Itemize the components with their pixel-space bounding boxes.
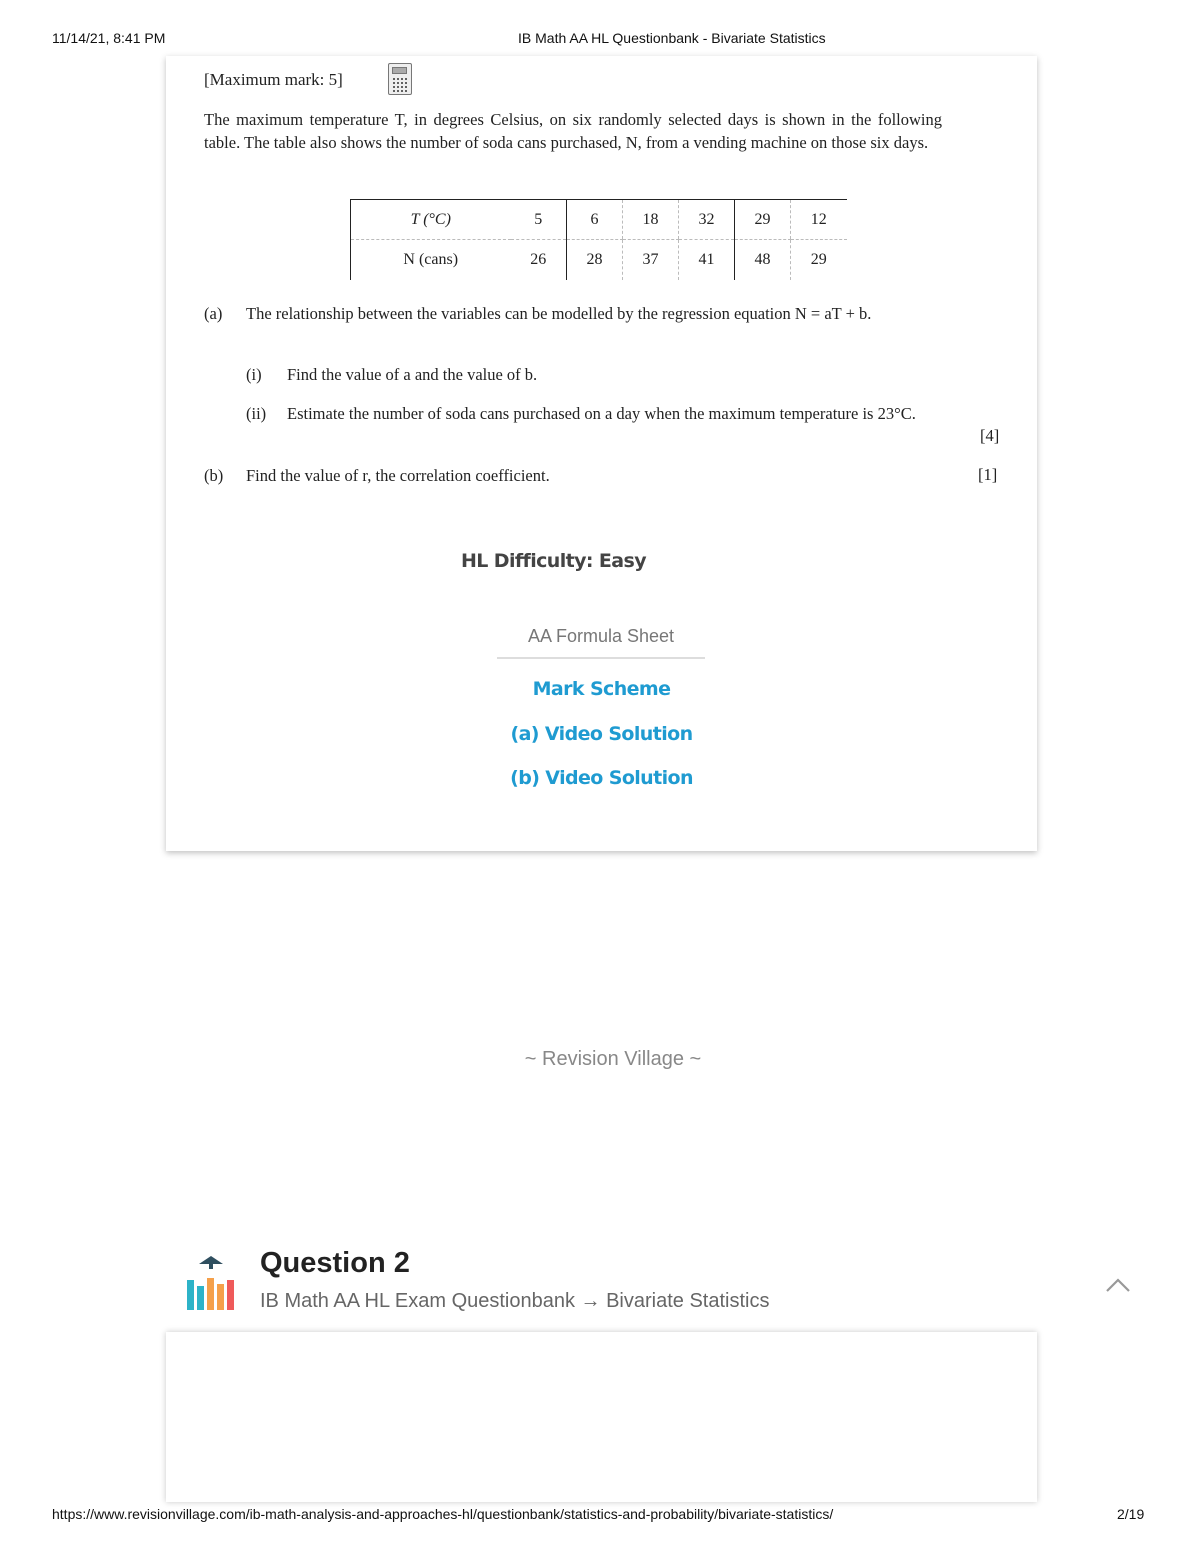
chevron-up-icon[interactable] [1104, 1276, 1132, 1294]
part-a-text: The relationship between the variables can be modelled by the regression equation N = aT + b. [246, 304, 872, 323]
table-cell: 41 [679, 240, 735, 280]
table-row-temperature [351, 200, 847, 240]
table-cell: 12 [791, 200, 847, 240]
table-cell: 37 [623, 240, 679, 280]
part-b-label: (b) [204, 466, 224, 485]
video-solution-b-link[interactable]: (b) Video Solution [510, 767, 693, 789]
print-page-number: 2/19 [1117, 1506, 1145, 1522]
table-cell: 18 [623, 200, 679, 240]
part-b-text: Find the value of r, the correlation coefficient. [246, 466, 550, 485]
part-a-ii-label: (ii) [246, 404, 267, 423]
video-solution-a-link[interactable]: (a) Video Solution [510, 723, 693, 745]
difficulty-label: HL Difficulty: Easy [460, 550, 647, 572]
question-intro: The maximum temperature T, in degrees Celsius, on six randomly selected days is shown in the following table. The table also shows the number of soda cans purchased, N, from a vending machine on those six days. [204, 110, 942, 152]
part-a [204, 302, 942, 350]
formula-sheet-link[interactable]: AA Formula Sheet [497, 626, 705, 659]
part-a-label: (a) [204, 304, 223, 323]
maximum-mark: [Maximum mark: 5] [204, 70, 343, 89]
question-2-breadcrumb[interactable]: IB Math AA HL Exam Questionbank → Bivariate Statistics [260, 1290, 770, 1312]
row-header-temperature: T (°C) [351, 200, 511, 240]
table-cell: 32 [679, 200, 735, 240]
data-table [350, 199, 847, 280]
row-header-cans: N (cans) [351, 240, 511, 280]
table-cell: 26 [530, 250, 547, 268]
revision-village-logo-icon [187, 1254, 237, 1310]
question-2-card [166, 1332, 1037, 1502]
print-url: https://www.revisionvillage.com/ib-math-analysis-and-approaches-hl/questionbank/statistics-and-probability/bivariate-statistics/ [52, 1506, 834, 1522]
revision-village-footer: ~ Revision Village ~ [524, 1048, 702, 1070]
print-header [0, 30, 1200, 50]
table-cell: 5 [511, 200, 567, 240]
part-b [204, 464, 942, 488]
print-datetime: 11/14/21, 8:41 PM [52, 30, 166, 46]
print-page-title: IB Math AA HL Questionbank - Bivariate Statistics [518, 30, 826, 46]
table-cell: 28 [567, 240, 623, 280]
part-b-marks: [1] [978, 465, 998, 484]
question-1-card [166, 56, 1037, 851]
part-a-marks: [4] [980, 426, 1000, 445]
calculator-icon [388, 63, 412, 95]
table-row-cans [351, 240, 847, 280]
table-cell: 6 [567, 200, 623, 240]
table-cell: 48 [735, 240, 791, 280]
print-footer [0, 1506, 1200, 1526]
mark-scheme-link[interactable]: Mark Scheme [532, 678, 671, 700]
part-a-i-text: Find the value of a and the value of b. [287, 365, 538, 384]
table-cell: 29 [735, 200, 791, 240]
part-a-i-label: (i) [246, 365, 262, 384]
table-cell: 29 [791, 240, 847, 280]
part-a-ii [246, 402, 942, 450]
part-a-ii-text: Estimate the number of soda cans purchased on a day when the maximum temperature is 23°C. [287, 404, 916, 423]
part-a-i [246, 363, 942, 387]
question-2-title: Question 2 [260, 1247, 410, 1279]
